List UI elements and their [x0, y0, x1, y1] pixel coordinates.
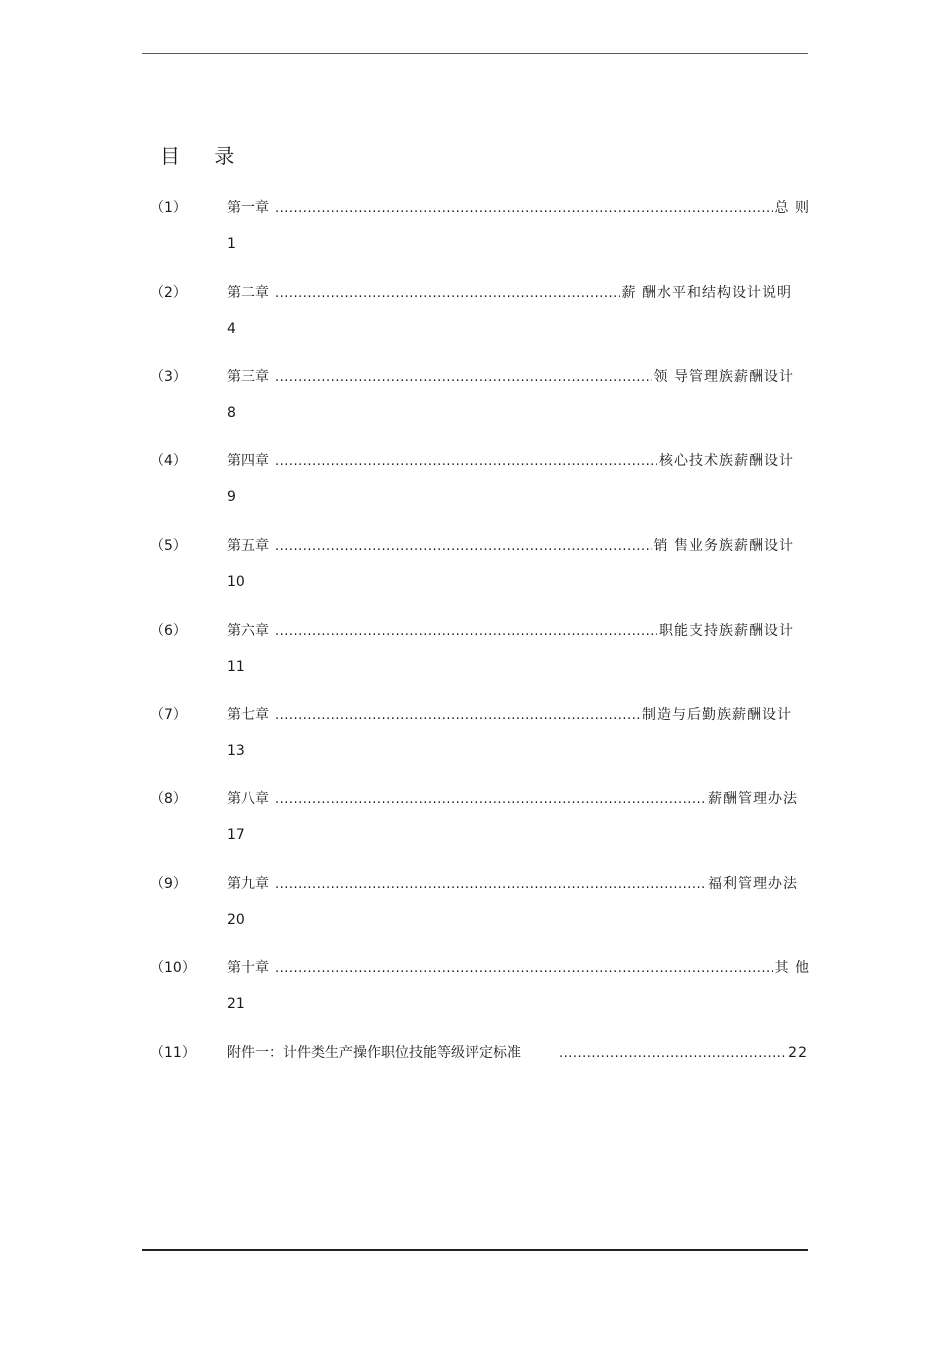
entry-chapter: 第三章 [227, 369, 269, 385]
entry-page: 8 [227, 405, 236, 421]
entry-page: 17 [227, 827, 245, 843]
entry-page: 22 [788, 1045, 808, 1061]
toc-entry-appendix[interactable] [150, 1042, 810, 1066]
dot-leader [275, 624, 657, 639]
entry-chapter: 第二章 [227, 285, 269, 301]
entry-number: （2） [150, 285, 187, 301]
dot-leader [275, 454, 657, 469]
entry-chapter: 第一章 [227, 200, 269, 216]
dot-leader [275, 286, 620, 301]
entry-title: 福利管理办法 [708, 876, 798, 892]
entry-page: 20 [227, 912, 245, 928]
entry-page: 4 [227, 321, 236, 337]
entry-page: 13 [227, 743, 245, 759]
entry-chapter: 第五章 [227, 538, 269, 554]
entry-number: （10） [150, 960, 196, 976]
entry-number: （11） [150, 1045, 196, 1061]
entry-number: （9） [150, 876, 187, 892]
entry-number: （5） [150, 538, 187, 554]
entry-number: （8） [150, 791, 187, 807]
entry-title: 其 他 [774, 960, 810, 976]
toc-entry[interactable] [150, 788, 810, 848]
dot-leader [275, 201, 773, 216]
entry-title: 职能支持族薪酬设计 [659, 623, 794, 639]
dot-leader [275, 370, 652, 385]
entry-title: 制造与后勤族薪酬设计 [642, 707, 792, 723]
toc-entry[interactable] [150, 873, 810, 933]
toc-entry[interactable] [150, 957, 810, 1017]
entry-number: （7） [150, 707, 187, 723]
entry-title: 总 则 [774, 200, 810, 216]
entry-number: （3） [150, 369, 187, 385]
entry-title: 核心技术族薪酬设计 [659, 453, 794, 469]
toc-entry[interactable] [150, 450, 810, 510]
entry-chapter: 第六章 [227, 623, 269, 639]
dot-leader [275, 539, 652, 554]
header-rule [142, 53, 808, 54]
toc-entry[interactable] [150, 197, 810, 257]
entry-title: 领 导管理族薪酬设计 [653, 369, 794, 385]
dot-leader [275, 792, 706, 807]
entry-chapter: 第七章 [227, 707, 269, 723]
entry-page: 1 [227, 236, 236, 252]
footer-rule [142, 1249, 808, 1251]
dot-leader [559, 1046, 786, 1061]
dot-leader [275, 708, 640, 723]
toc-entry[interactable] [150, 366, 810, 426]
toc-entry[interactable] [150, 535, 810, 595]
dot-leader [275, 877, 706, 892]
entry-page: 9 [227, 489, 236, 505]
toc-entry[interactable] [150, 620, 810, 680]
entry-title: 薪 酬水平和结构设计说明 [621, 285, 792, 301]
entry-number: （4） [150, 453, 187, 469]
dot-leader [275, 961, 773, 976]
appendix-title: 附件一：计件类生产操作职位技能等级评定标准 [227, 1045, 521, 1061]
toc-title: 目 录 [160, 144, 249, 168]
entry-number: （6） [150, 623, 187, 639]
entry-chapter: 第四章 [227, 453, 269, 469]
entry-page: 10 [227, 574, 245, 590]
toc-entry[interactable] [150, 704, 810, 764]
entry-title: 销 售业务族薪酬设计 [653, 538, 794, 554]
entry-title: 薪酬管理办法 [708, 791, 798, 807]
entry-chapter: 第九章 [227, 876, 269, 892]
entry-number: （1） [150, 200, 187, 216]
entry-chapter: 第八章 [227, 791, 269, 807]
entry-page: 21 [227, 996, 245, 1012]
toc-entry[interactable] [150, 282, 810, 342]
entry-chapter: 第十章 [227, 960, 269, 976]
entry-page: 11 [227, 659, 245, 675]
